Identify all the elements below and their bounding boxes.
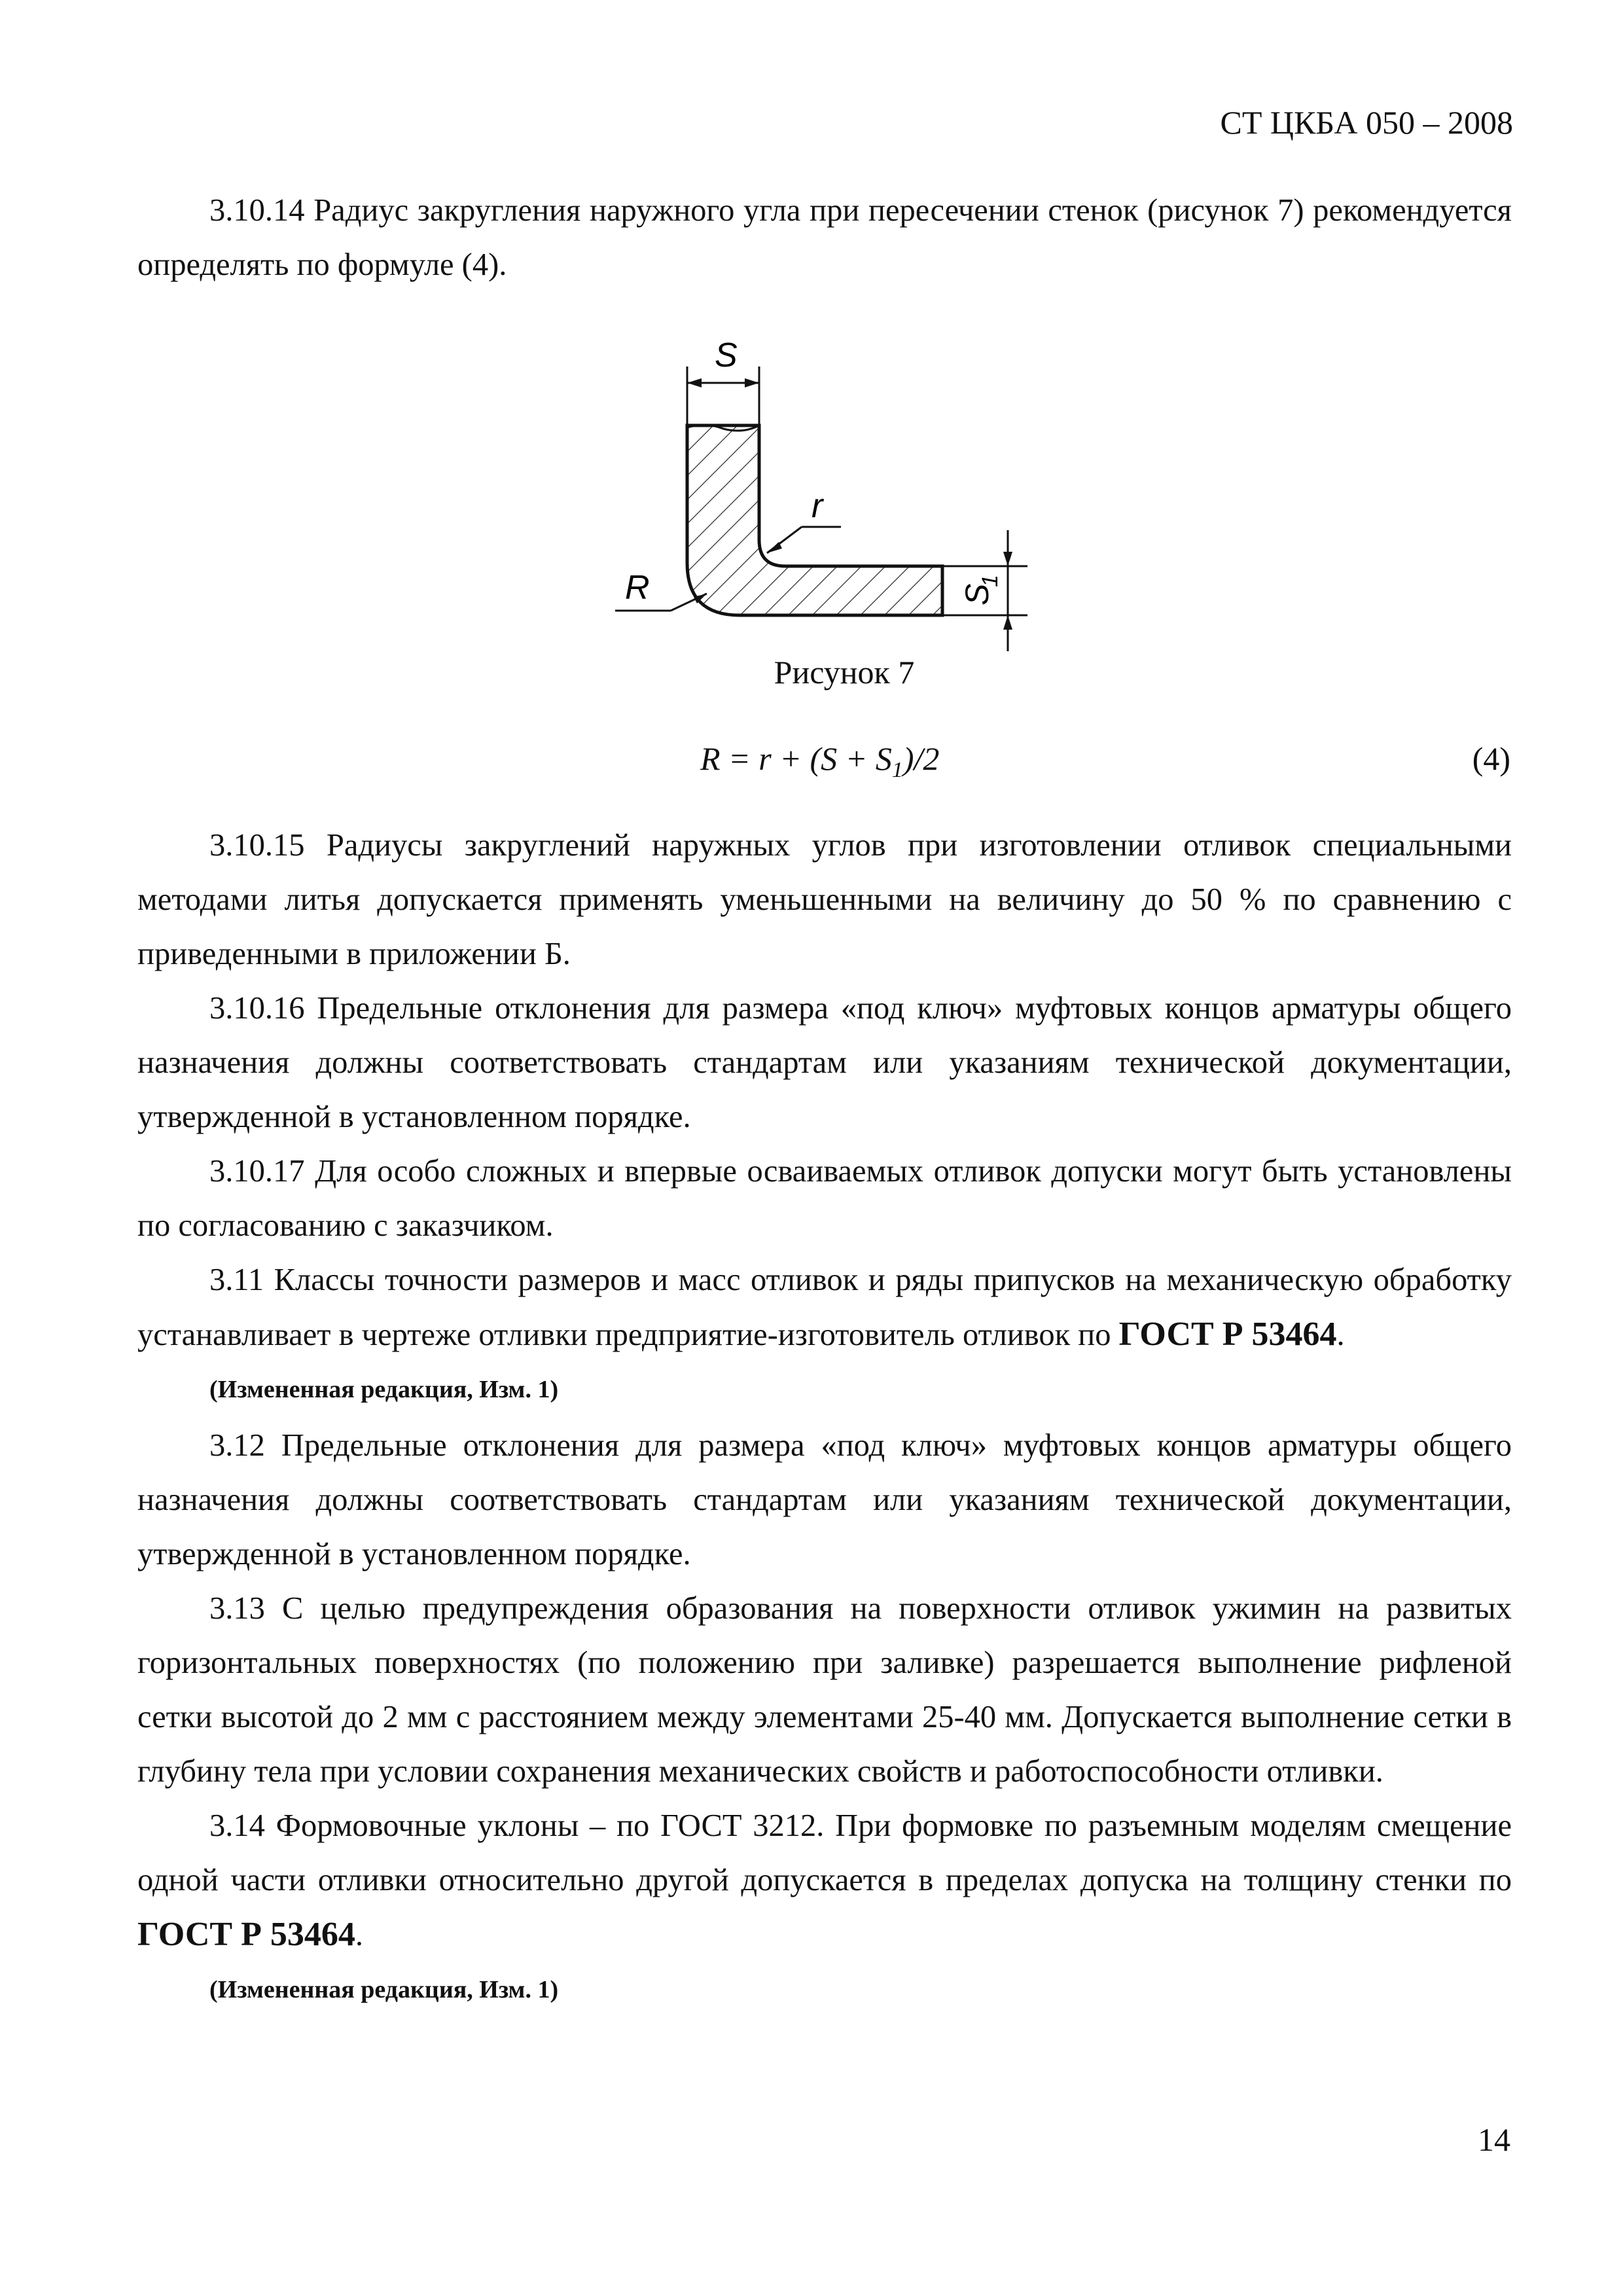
amendment-note: (Измененная редакция, Изм. 1)	[209, 1376, 559, 1403]
formula-number: (4)	[1472, 740, 1510, 777]
formula-left: R = r + (S + S	[700, 740, 892, 777]
paragraph-3-12: 3.12 Предельные отклонения для размера «под ключ» муфтовых концов арматуры общего назначения должны соответствовать стандартам или указаниям технической документации, утвержденной в установленном порядке.	[137, 1428, 1512, 1571]
label-r: r	[812, 487, 823, 525]
section-3-10-14	[137, 183, 1512, 292]
paragraph-3-13: 3.13 С целью предупреждения образования на поверхности отливок ужимин на развитых горизонтальных поверхностях (по положению при заливке) разрешается выполнение рифленой сетки высотой до 2 мм с расстоянием между элементами 25-40 мм. Допускается выполнение сетки в глубину тела при условии сохранения механических свойств и работоспособности отливки.	[137, 1591, 1512, 1789]
label-s1-subscript: 1	[978, 575, 1003, 587]
gost-reference: ГОСТ Р 53464	[1118, 1316, 1337, 1353]
formula-right: )/2	[902, 740, 940, 777]
dim-s-arrow-right	[745, 378, 759, 387]
formula-subscript: 1	[891, 758, 903, 782]
paragraph-3-11-tail: .	[1336, 1318, 1345, 1352]
paragraph-3-14-text: 3.14 Формовочные уклоны – по ГОСТ 3212. При формовке по разъемным моделям смещение одной части отливки относительно другой допускается в пределах допуска на толщину стенки по	[137, 1808, 1512, 1897]
label-s: S	[715, 336, 738, 374]
figure-caption: Рисунок 7	[774, 654, 915, 691]
paragraph-3-14-tail: .	[355, 1918, 363, 1952]
label-big-r: R	[625, 569, 650, 607]
dim-s-arrow-left	[687, 378, 702, 387]
paragraph-3-14	[137, 1799, 1512, 1962]
label-s1: S	[959, 583, 995, 605]
paragraph-3-10-17: 3.10.17 Для особо сложных и впервые осваиваемых отливок допуски могут быть установлены по согласованию с заказчиком.	[137, 1154, 1512, 1243]
amendment-note: (Измененная редакция, Изм. 1)	[209, 1976, 559, 2003]
paragraph-3-10-15: 3.10.15 Радиусы закруглений наружных углов при изготовлении отливок специальными методами литья допускается применять уменьшенными на величину до 50 % по сравнению с приведенными в приложении Б.	[137, 828, 1512, 971]
page-number: 14	[1478, 2121, 1510, 2158]
dim-s1-arrow-top	[1003, 552, 1012, 566]
paragraph-3-10-14: 3.10.14 Радиус закругления наружного угла при пересечении стенок (рисунок 7) рекомендуется определять по формуле (4).	[137, 193, 1512, 282]
paragraph-3-10-16: 3.10.16 Предельные отклонения для размера «под ключ» муфтовых концов арматуры общего назначения должны соответствовать стандартам или указаниям технической документации, утвержденной в установленном порядке.	[137, 991, 1512, 1134]
figure-7-drawing	[615, 331, 1047, 651]
formula-4	[700, 740, 939, 783]
dim-s1-arrow-bottom	[1003, 615, 1012, 630]
gost-reference: ГОСТ Р 53464	[137, 1916, 355, 1953]
document-header: СТ ЦКБА 050 – 2008	[1220, 104, 1513, 141]
paragraph-3-11-text: 3.11 Классы точности размеров и масс отливок и ряды припусков на механическую обработку устанавливает в чертеже отливки предприятие-изготовитель отливок по	[137, 1263, 1512, 1352]
paragraph-3-11	[137, 1253, 1512, 1362]
main-text-body	[137, 818, 1512, 2018]
